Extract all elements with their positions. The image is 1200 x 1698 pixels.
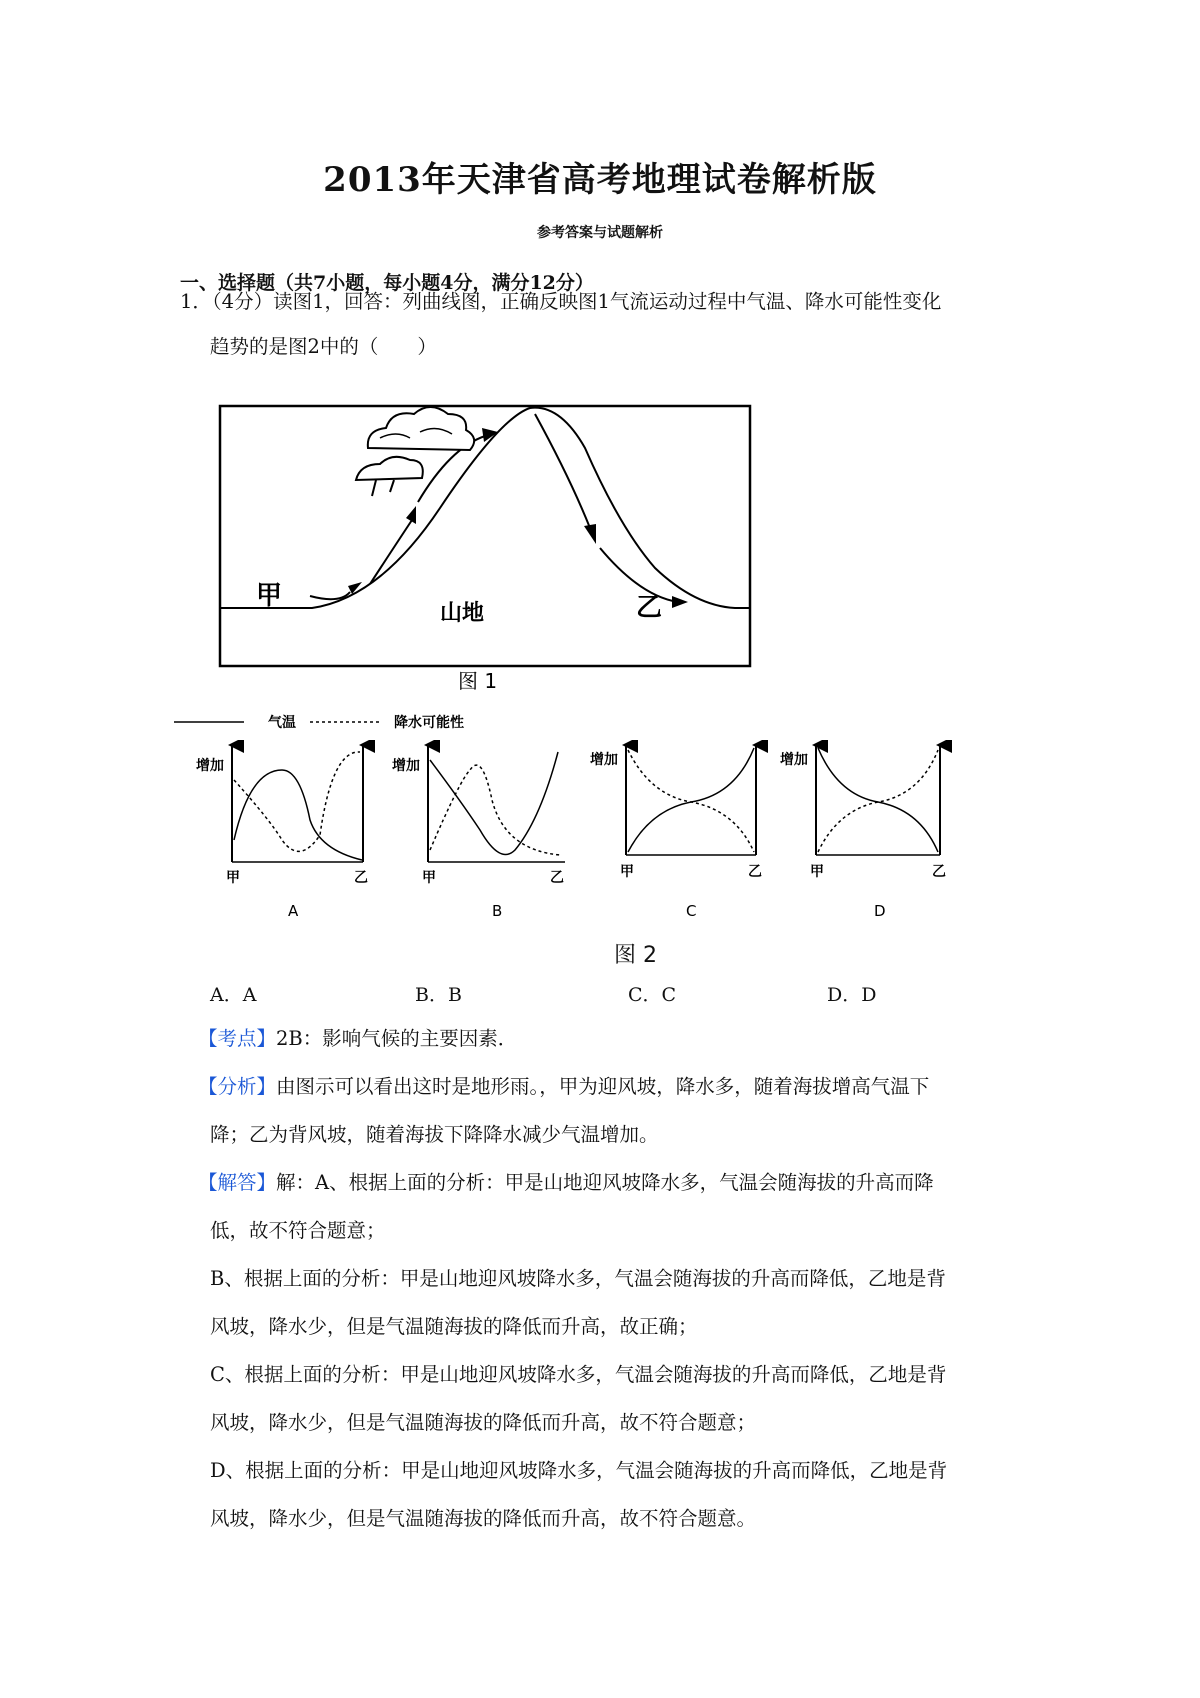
panel-c-temp-curve: [628, 748, 754, 852]
airflow-descend: [535, 414, 590, 528]
document-subtitle: 参考答案与试题解析: [537, 225, 663, 241]
panel-c: [590, 745, 762, 920]
option-c: C．C: [628, 984, 677, 1006]
answer-b-line2: 风坡，降水少，但是气温随海拔的降低而升高，故正确；: [210, 1315, 698, 1338]
panel-d-y-label: 增加: [780, 752, 808, 768]
airflow-arrow-5: [672, 596, 688, 608]
fenxi-tag: 【分析】: [198, 1075, 277, 1098]
panel-d-x-start: 甲: [810, 864, 824, 880]
airflow-arrow-4: [584, 524, 596, 544]
panel-c-label: C: [686, 902, 697, 920]
answer-c-line2: 风坡，降水少，但是气温随海拔的降低而升高，故不符合题意；: [210, 1411, 757, 1434]
panel-b-label: B: [492, 902, 503, 920]
panel-d-x-end: 乙: [932, 864, 946, 880]
label-mountain: 山地: [440, 601, 485, 626]
panel-b: [392, 745, 565, 920]
label-jia: 甲: [256, 581, 283, 611]
panel-b-x-start: 甲: [422, 870, 436, 886]
rain-cloud-icon: [356, 457, 423, 496]
panel-a-temp-curve: [234, 770, 362, 860]
kaodian-tag: 【考点】: [198, 1027, 277, 1050]
panel-d: [780, 745, 946, 920]
panel-d-label: D: [874, 902, 886, 920]
option-b: B．B: [415, 984, 462, 1006]
panel-a-precip-curve: [234, 752, 360, 851]
panel-b-precip-curve: [430, 765, 560, 855]
legend-precip-label: 降水可能性: [394, 715, 464, 731]
section-heading: 一、选择题（共7小题，每小题4分，满分12分）: [180, 272, 594, 294]
panel-b-y-label: 增加: [392, 758, 420, 774]
question-stem-line1: 1．（4分）读图1，回答：列曲线图，正确反映图1气流运动过程中气温、降水可能性变化: [180, 290, 942, 313]
kaodian-line: [198, 1016, 517, 1061]
panel-a-x-end: 乙: [354, 870, 368, 886]
option-d: D．D: [827, 984, 877, 1006]
panel-d-precip-curve: [818, 750, 938, 852]
panel-b-temp-curve: [430, 752, 558, 855]
cloud-icon: [368, 407, 474, 450]
figure2-legend: [170, 710, 510, 734]
document-title: 2013年天津省高考地理试卷解析版: [323, 160, 877, 200]
answer-d-line2: 风坡，降水少，但是气温随海拔的降低而升高，故不符合题意。: [210, 1507, 757, 1530]
panel-c-precip-curve: [628, 750, 754, 852]
panel-a-y-label: 增加: [196, 758, 224, 774]
jieda-text-1: 解：A、根据上面的分析：甲是山地迎风坡降水多，气温会随海拔的升高而降: [276, 1171, 934, 1194]
answer-b-line1: B、根据上面的分析：甲是山地迎风坡降水多，气温会随海拔的升高而降低，乙地是背: [210, 1267, 946, 1290]
figure1-mountain-diagram: [200, 368, 760, 698]
kaodian-text: 2B：影响气候的主要因素．: [276, 1027, 518, 1050]
figure2-charts: [170, 740, 1040, 920]
label-yi: 乙: [636, 593, 663, 623]
option-a: A．A: [210, 984, 257, 1006]
fenxi-line2: 降；乙为背风坡，随着海拔下降降水减少气温增加。: [210, 1123, 659, 1146]
panel-c-x-start: 甲: [620, 864, 634, 880]
fenxi-line1: [198, 1064, 929, 1109]
figure2-caption: 图 2: [614, 943, 657, 968]
panel-c-x-end: 乙: [748, 864, 762, 880]
panel-a-label: A: [288, 902, 299, 920]
question-stem-line2: 趋势的是图2中的（ ）: [210, 335, 437, 358]
jieda-tag: 【解答】: [198, 1171, 277, 1194]
panel-b-x-end: 乙: [550, 870, 564, 886]
figure1-caption: 图 1: [458, 669, 498, 693]
panel-d-temp-curve: [818, 748, 938, 852]
answer-c-line1: C、根据上面的分析：甲是山地迎风坡降水多，气温会随海拔的升高而降低，乙地是背: [210, 1363, 947, 1386]
fenxi-text-1: 由图示可以看出这时是地形雨。，甲为迎风坡，降水多，随着海拔增高气温下: [276, 1075, 930, 1098]
legend-temp-label: 气温: [268, 715, 296, 731]
jieda-line2: 低，故不符合题意；: [210, 1219, 386, 1242]
panel-c-y-label: 增加: [590, 752, 618, 768]
answer-d-line1: D、根据上面的分析：甲是山地迎风坡降水多，气温会随海拔的升高而降低，乙地是背: [210, 1459, 948, 1482]
panel-a: [196, 745, 368, 920]
jieda-line1: [198, 1160, 934, 1205]
panel-a-x-start: 甲: [226, 870, 240, 886]
figure1-frame: [220, 406, 750, 666]
